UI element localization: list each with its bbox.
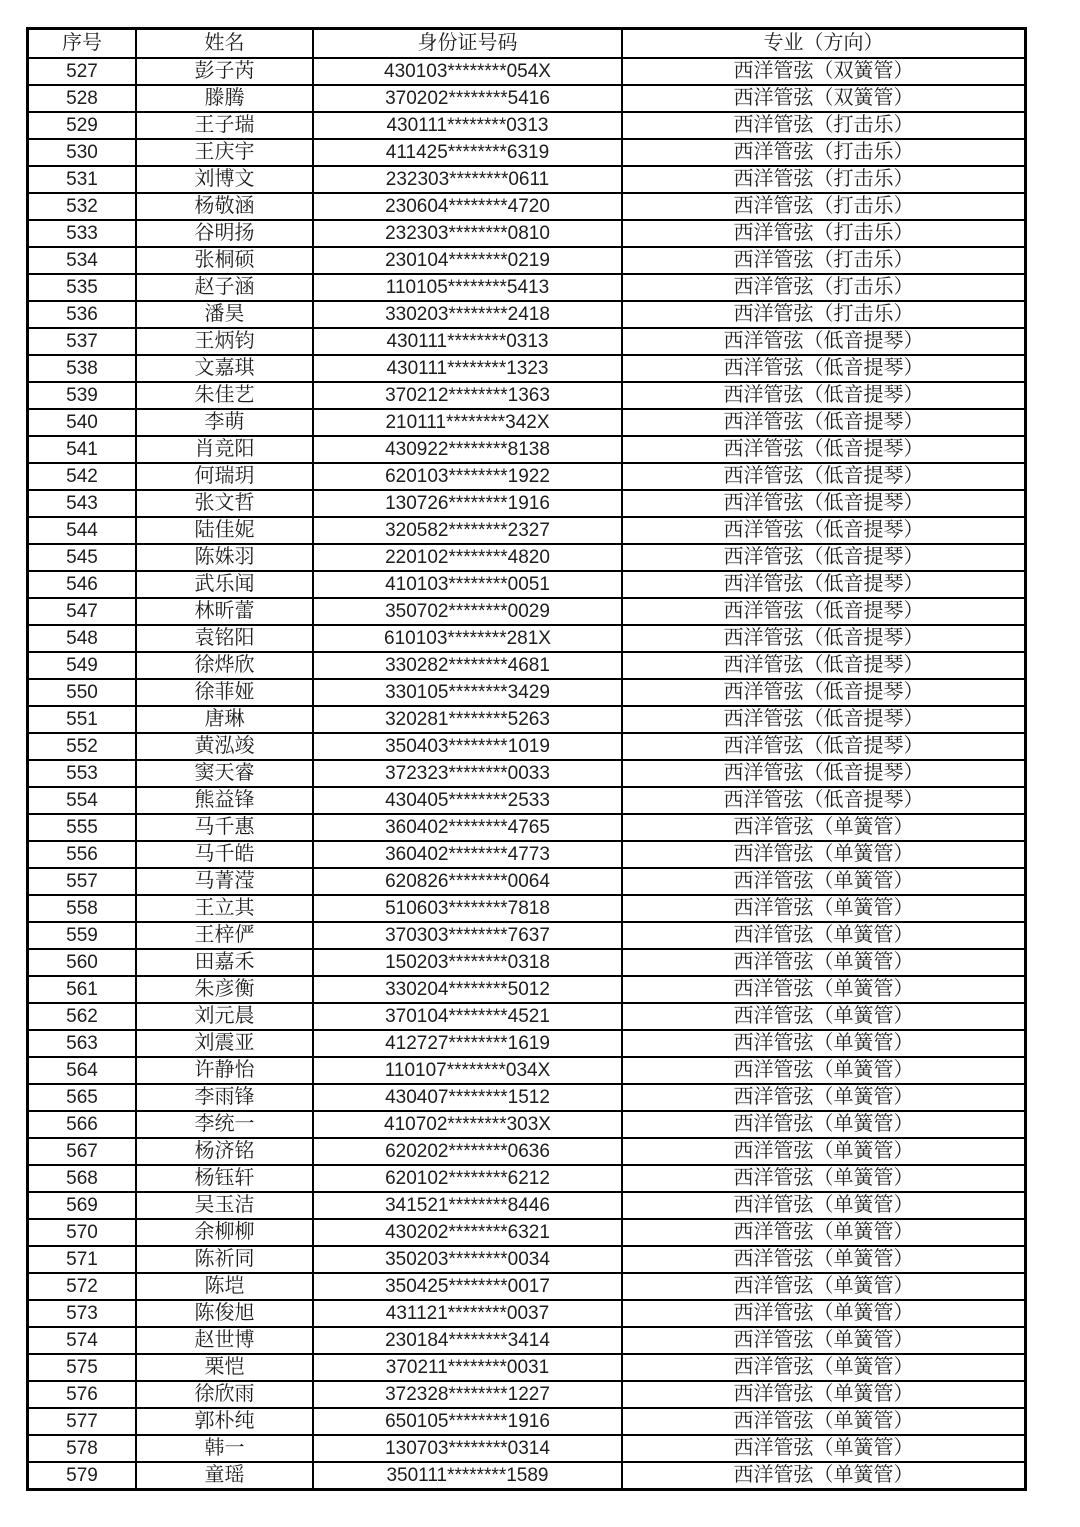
table-row [28, 1003, 1026, 1030]
major-cell: 西洋管弦（单簧管） [622, 1300, 1026, 1327]
name-cell: 陆佳妮 [136, 517, 313, 544]
major-cell: 西洋管弦（低音提琴） [622, 679, 1026, 706]
major-cell: 西洋管弦（单簧管） [622, 841, 1026, 868]
major-cell: 西洋管弦（低音提琴） [622, 571, 1026, 598]
major-cell: 西洋管弦（低音提琴） [622, 463, 1026, 490]
id-number-cell: 150203********0318 [313, 949, 622, 976]
major-cell: 西洋管弦（低音提琴） [622, 517, 1026, 544]
serial-cell: 539 [28, 382, 137, 409]
serial-cell: 533 [28, 220, 137, 247]
serial-cell: 576 [28, 1381, 137, 1408]
serial-cell: 542 [28, 463, 137, 490]
major-cell: 西洋管弦（低音提琴） [622, 787, 1026, 814]
id-number-cell: 110105********5413 [313, 274, 622, 301]
id-number-cell: 431121********0037 [313, 1300, 622, 1327]
serial-cell: 537 [28, 328, 137, 355]
name-cell: 王梓俨 [136, 922, 313, 949]
id-number-cell: 620202********0636 [313, 1138, 622, 1165]
serial-cell: 536 [28, 301, 137, 328]
serial-cell: 530 [28, 139, 137, 166]
major-cell: 西洋管弦（单簧管） [622, 1057, 1026, 1084]
major-cell: 西洋管弦（单簧管） [622, 1084, 1026, 1111]
id-number-cell: 370211********0031 [313, 1354, 622, 1381]
major-cell: 西洋管弦（单簧管） [622, 895, 1026, 922]
serial-cell: 534 [28, 247, 137, 274]
major-cell: 西洋管弦（单簧管） [622, 1111, 1026, 1138]
serial-cell: 532 [28, 193, 137, 220]
name-cell: 吴玉洁 [136, 1192, 313, 1219]
id-number-cell: 230604********4720 [313, 193, 622, 220]
table-row [28, 1381, 1026, 1408]
id-number-cell: 411425********6319 [313, 139, 622, 166]
table-row [28, 868, 1026, 895]
id-number-cell: 430111********0313 [313, 112, 622, 139]
id-number-cell: 110107********034X [313, 1057, 622, 1084]
id-number-cell: 370104********4521 [313, 1003, 622, 1030]
serial-cell: 541 [28, 436, 137, 463]
table-row [28, 1354, 1026, 1381]
id-number-cell: 610103********281X [313, 625, 622, 652]
table-row [28, 409, 1026, 436]
serial-cell: 558 [28, 895, 137, 922]
table-row [28, 652, 1026, 679]
name-cell: 唐琳 [136, 706, 313, 733]
name-cell: 余柳柳 [136, 1219, 313, 1246]
table-row [28, 1327, 1026, 1354]
table-row [28, 625, 1026, 652]
serial-cell: 555 [28, 814, 137, 841]
table-row [28, 571, 1026, 598]
name-cell: 王子瑞 [136, 112, 313, 139]
header-serial-number: 序号 [28, 29, 137, 59]
name-cell: 肖竞阳 [136, 436, 313, 463]
table-row [28, 247, 1026, 274]
table-row [28, 895, 1026, 922]
serial-cell: 528 [28, 85, 137, 112]
name-cell: 陈祈同 [136, 1246, 313, 1273]
serial-cell: 548 [28, 625, 137, 652]
table-row [28, 1300, 1026, 1327]
major-cell: 西洋管弦（低音提琴） [622, 598, 1026, 625]
id-number-cell: 410702********303X [313, 1111, 622, 1138]
id-number-cell: 372328********1227 [313, 1381, 622, 1408]
serial-cell: 570 [28, 1219, 137, 1246]
serial-cell: 556 [28, 841, 137, 868]
table-row [28, 949, 1026, 976]
serial-cell: 557 [28, 868, 137, 895]
table-row [28, 220, 1026, 247]
name-cell: 许静怡 [136, 1057, 313, 1084]
name-cell: 王炳钧 [136, 328, 313, 355]
table-row [28, 1084, 1026, 1111]
serial-cell: 572 [28, 1273, 137, 1300]
id-number-cell: 620826********0064 [313, 868, 622, 895]
id-number-cell: 620103********1922 [313, 463, 622, 490]
table-row [28, 436, 1026, 463]
major-cell: 西洋管弦（打击乐） [622, 301, 1026, 328]
table-row [28, 1138, 1026, 1165]
name-cell: 郭朴纯 [136, 1408, 313, 1435]
id-number-cell: 430202********6321 [313, 1219, 622, 1246]
table-row [28, 58, 1026, 85]
id-number-cell: 230104********0219 [313, 247, 622, 274]
table-row [28, 1408, 1026, 1435]
table-row [28, 1192, 1026, 1219]
name-cell: 潘昊 [136, 301, 313, 328]
table-row [28, 382, 1026, 409]
major-cell: 西洋管弦（双簧管） [622, 58, 1026, 85]
major-cell: 西洋管弦（打击乐） [622, 166, 1026, 193]
name-cell: 栗恺 [136, 1354, 313, 1381]
id-number-cell: 430111********1323 [313, 355, 622, 382]
id-number-cell: 360402********4773 [313, 841, 622, 868]
major-cell: 西洋管弦（单簧管） [622, 1327, 1026, 1354]
major-cell: 西洋管弦（低音提琴） [622, 544, 1026, 571]
table-row [28, 1030, 1026, 1057]
header-name: 姓名 [136, 29, 313, 59]
name-cell: 马千皓 [136, 841, 313, 868]
id-number-cell: 370303********7637 [313, 922, 622, 949]
table-row [28, 544, 1026, 571]
table-row [28, 328, 1026, 355]
major-cell: 西洋管弦（打击乐） [622, 274, 1026, 301]
serial-cell: 545 [28, 544, 137, 571]
serial-cell: 543 [28, 490, 137, 517]
major-cell: 西洋管弦（低音提琴） [622, 382, 1026, 409]
major-cell: 西洋管弦（打击乐） [622, 220, 1026, 247]
major-cell: 西洋管弦（低音提琴） [622, 490, 1026, 517]
id-number-cell: 350203********0034 [313, 1246, 622, 1273]
serial-cell: 579 [28, 1462, 137, 1490]
major-cell: 西洋管弦（单簧管） [622, 1381, 1026, 1408]
name-cell: 熊益锋 [136, 787, 313, 814]
serial-cell: 527 [28, 58, 137, 85]
id-number-cell: 330282********4681 [313, 652, 622, 679]
serial-cell: 575 [28, 1354, 137, 1381]
major-cell: 西洋管弦（单簧管） [622, 1192, 1026, 1219]
major-cell: 西洋管弦（低音提琴） [622, 409, 1026, 436]
id-number-cell: 350111********1589 [313, 1462, 622, 1490]
table-row [28, 139, 1026, 166]
serial-cell: 552 [28, 733, 137, 760]
serial-cell: 563 [28, 1030, 137, 1057]
major-cell: 西洋管弦（单簧管） [622, 976, 1026, 1003]
major-cell: 西洋管弦（低音提琴） [622, 436, 1026, 463]
id-number-cell: 510603********7818 [313, 895, 622, 922]
major-cell: 西洋管弦（打击乐） [622, 193, 1026, 220]
serial-cell: 567 [28, 1138, 137, 1165]
table-row [28, 85, 1026, 112]
table-row [28, 976, 1026, 1003]
id-number-cell: 430405********2533 [313, 787, 622, 814]
serial-cell: 544 [28, 517, 137, 544]
table-row [28, 517, 1026, 544]
serial-cell: 577 [28, 1408, 137, 1435]
serial-cell: 551 [28, 706, 137, 733]
id-number-cell: 341521********8446 [313, 1192, 622, 1219]
table-row [28, 301, 1026, 328]
serial-cell: 538 [28, 355, 137, 382]
major-cell: 西洋管弦（单簧管） [622, 949, 1026, 976]
id-number-cell: 372323********0033 [313, 760, 622, 787]
major-cell: 西洋管弦（单簧管） [622, 1462, 1026, 1490]
id-number-cell: 232303********0810 [313, 220, 622, 247]
id-number-cell: 130703********0314 [313, 1435, 622, 1462]
table-body [28, 58, 1026, 1490]
id-number-cell: 360402********4765 [313, 814, 622, 841]
major-cell: 西洋管弦（单簧管） [622, 1003, 1026, 1030]
name-cell: 赵子涵 [136, 274, 313, 301]
serial-cell: 549 [28, 652, 137, 679]
id-number-cell: 620102********6212 [313, 1165, 622, 1192]
name-cell: 刘震亚 [136, 1030, 313, 1057]
serial-cell: 566 [28, 1111, 137, 1138]
table-row [28, 166, 1026, 193]
id-number-cell: 370202********5416 [313, 85, 622, 112]
id-number-cell: 430922********8138 [313, 436, 622, 463]
major-cell: 西洋管弦（单簧管） [622, 1408, 1026, 1435]
name-cell: 刘博文 [136, 166, 313, 193]
major-cell: 西洋管弦（单簧管） [622, 868, 1026, 895]
serial-cell: 561 [28, 976, 137, 1003]
major-cell: 西洋管弦（低音提琴） [622, 328, 1026, 355]
table-row [28, 787, 1026, 814]
name-cell: 武乐闻 [136, 571, 313, 598]
table-row [28, 1273, 1026, 1300]
id-number-cell: 650105********1916 [313, 1408, 622, 1435]
name-cell: 朱彦衡 [136, 976, 313, 1003]
id-number-cell: 370212********1363 [313, 382, 622, 409]
serial-cell: 569 [28, 1192, 137, 1219]
table-row [28, 1219, 1026, 1246]
name-cell: 徐菲娅 [136, 679, 313, 706]
id-number-cell: 320281********5263 [313, 706, 622, 733]
id-number-cell: 430111********0313 [313, 328, 622, 355]
id-number-cell: 220102********4820 [313, 544, 622, 571]
serial-cell: 562 [28, 1003, 137, 1030]
major-cell: 西洋管弦（打击乐） [622, 139, 1026, 166]
name-cell: 窦天睿 [136, 760, 313, 787]
name-cell: 谷明扬 [136, 220, 313, 247]
table-row [28, 598, 1026, 625]
header-id-number: 身份证号码 [313, 29, 622, 59]
table-row [28, 1462, 1026, 1490]
name-cell: 马菁滢 [136, 868, 313, 895]
major-cell: 西洋管弦（单簧管） [622, 1030, 1026, 1057]
major-cell: 西洋管弦（低音提琴） [622, 733, 1026, 760]
name-cell: 王立其 [136, 895, 313, 922]
id-number-cell: 320582********2327 [313, 517, 622, 544]
major-cell: 西洋管弦（单簧管） [622, 1435, 1026, 1462]
id-number-cell: 350425********0017 [313, 1273, 622, 1300]
table-row [28, 463, 1026, 490]
table-row [28, 679, 1026, 706]
major-cell: 西洋管弦（打击乐） [622, 247, 1026, 274]
serial-cell: 553 [28, 760, 137, 787]
id-number-cell: 350403********1019 [313, 733, 622, 760]
serial-cell: 571 [28, 1246, 137, 1273]
table-row [28, 112, 1026, 139]
id-number-cell: 412727********1619 [313, 1030, 622, 1057]
name-cell: 徐欣雨 [136, 1381, 313, 1408]
table-row [28, 274, 1026, 301]
serial-cell: 554 [28, 787, 137, 814]
name-cell: 李萌 [136, 409, 313, 436]
serial-cell: 535 [28, 274, 137, 301]
major-cell: 西洋管弦（单簧管） [622, 1246, 1026, 1273]
major-cell: 西洋管弦（单簧管） [622, 1219, 1026, 1246]
major-cell: 西洋管弦（低音提琴） [622, 625, 1026, 652]
name-cell: 陈姝羽 [136, 544, 313, 571]
name-cell: 滕腾 [136, 85, 313, 112]
name-cell: 童瑶 [136, 1462, 313, 1490]
header-major: 专业（方向） [622, 29, 1026, 59]
name-cell: 刘元晨 [136, 1003, 313, 1030]
major-cell: 西洋管弦（单簧管） [622, 1138, 1026, 1165]
major-cell: 西洋管弦（低音提琴） [622, 706, 1026, 733]
table-row [28, 706, 1026, 733]
name-cell: 彭子芮 [136, 58, 313, 85]
serial-cell: 546 [28, 571, 137, 598]
serial-cell: 550 [28, 679, 137, 706]
id-number-cell: 330204********5012 [313, 976, 622, 1003]
name-cell: 赵世博 [136, 1327, 313, 1354]
id-number-cell: 430103********054X [313, 58, 622, 85]
name-cell: 李统一 [136, 1111, 313, 1138]
major-cell: 西洋管弦（低音提琴） [622, 760, 1026, 787]
major-cell: 西洋管弦（单簧管） [622, 1354, 1026, 1381]
major-cell: 西洋管弦（低音提琴） [622, 355, 1026, 382]
table-row [28, 814, 1026, 841]
name-cell: 文嘉琪 [136, 355, 313, 382]
table-row [28, 1111, 1026, 1138]
major-cell: 西洋管弦（单簧管） [622, 922, 1026, 949]
name-cell: 杨济铭 [136, 1138, 313, 1165]
serial-cell: 531 [28, 166, 137, 193]
name-cell: 朱佳艺 [136, 382, 313, 409]
table-row [28, 355, 1026, 382]
major-cell: 西洋管弦（双簧管） [622, 85, 1026, 112]
id-number-cell: 230184********3414 [313, 1327, 622, 1354]
major-cell: 西洋管弦（低音提琴） [622, 652, 1026, 679]
major-cell: 西洋管弦（单簧管） [622, 1273, 1026, 1300]
serial-cell: 568 [28, 1165, 137, 1192]
table-row [28, 760, 1026, 787]
name-cell: 林昕蕾 [136, 598, 313, 625]
name-cell: 田嘉禾 [136, 949, 313, 976]
table-row [28, 733, 1026, 760]
id-number-cell: 350702********0029 [313, 598, 622, 625]
serial-cell: 564 [28, 1057, 137, 1084]
table-row [28, 490, 1026, 517]
serial-cell: 547 [28, 598, 137, 625]
name-cell: 张文哲 [136, 490, 313, 517]
name-cell: 黄泓竣 [136, 733, 313, 760]
serial-cell: 573 [28, 1300, 137, 1327]
major-cell: 西洋管弦（单簧管） [622, 1165, 1026, 1192]
id-number-cell: 430407********1512 [313, 1084, 622, 1111]
name-cell: 杨敬涵 [136, 193, 313, 220]
id-number-cell: 232303********0611 [313, 166, 622, 193]
table-row [28, 922, 1026, 949]
name-cell: 张桐硕 [136, 247, 313, 274]
serial-cell: 565 [28, 1084, 137, 1111]
table-row [28, 1057, 1026, 1084]
table-row [28, 1165, 1026, 1192]
serial-cell: 560 [28, 949, 137, 976]
name-cell: 袁铭阳 [136, 625, 313, 652]
major-cell: 西洋管弦（打击乐） [622, 112, 1026, 139]
student-roster-table [26, 27, 1027, 1491]
id-number-cell: 210111********342X [313, 409, 622, 436]
name-cell: 徐烨欣 [136, 652, 313, 679]
table-row [28, 193, 1026, 220]
name-cell: 马千惠 [136, 814, 313, 841]
table-row [28, 841, 1026, 868]
name-cell: 何瑞玥 [136, 463, 313, 490]
name-cell: 王庆宇 [136, 139, 313, 166]
table-header [28, 29, 1026, 59]
major-cell: 西洋管弦（单簧管） [622, 814, 1026, 841]
name-cell: 李雨锋 [136, 1084, 313, 1111]
name-cell: 杨钰轩 [136, 1165, 313, 1192]
id-number-cell: 330105********3429 [313, 679, 622, 706]
serial-cell: 574 [28, 1327, 137, 1354]
name-cell: 陈垲 [136, 1273, 313, 1300]
id-number-cell: 410103********0051 [313, 571, 622, 598]
id-number-cell: 130726********1916 [313, 490, 622, 517]
serial-cell: 540 [28, 409, 137, 436]
serial-cell: 559 [28, 922, 137, 949]
table-row [28, 1435, 1026, 1462]
table-row [28, 1246, 1026, 1273]
header-row [28, 29, 1026, 59]
name-cell: 韩一 [136, 1435, 313, 1462]
id-number-cell: 330203********2418 [313, 301, 622, 328]
name-cell: 陈俊旭 [136, 1300, 313, 1327]
serial-cell: 578 [28, 1435, 137, 1462]
serial-cell: 529 [28, 112, 137, 139]
